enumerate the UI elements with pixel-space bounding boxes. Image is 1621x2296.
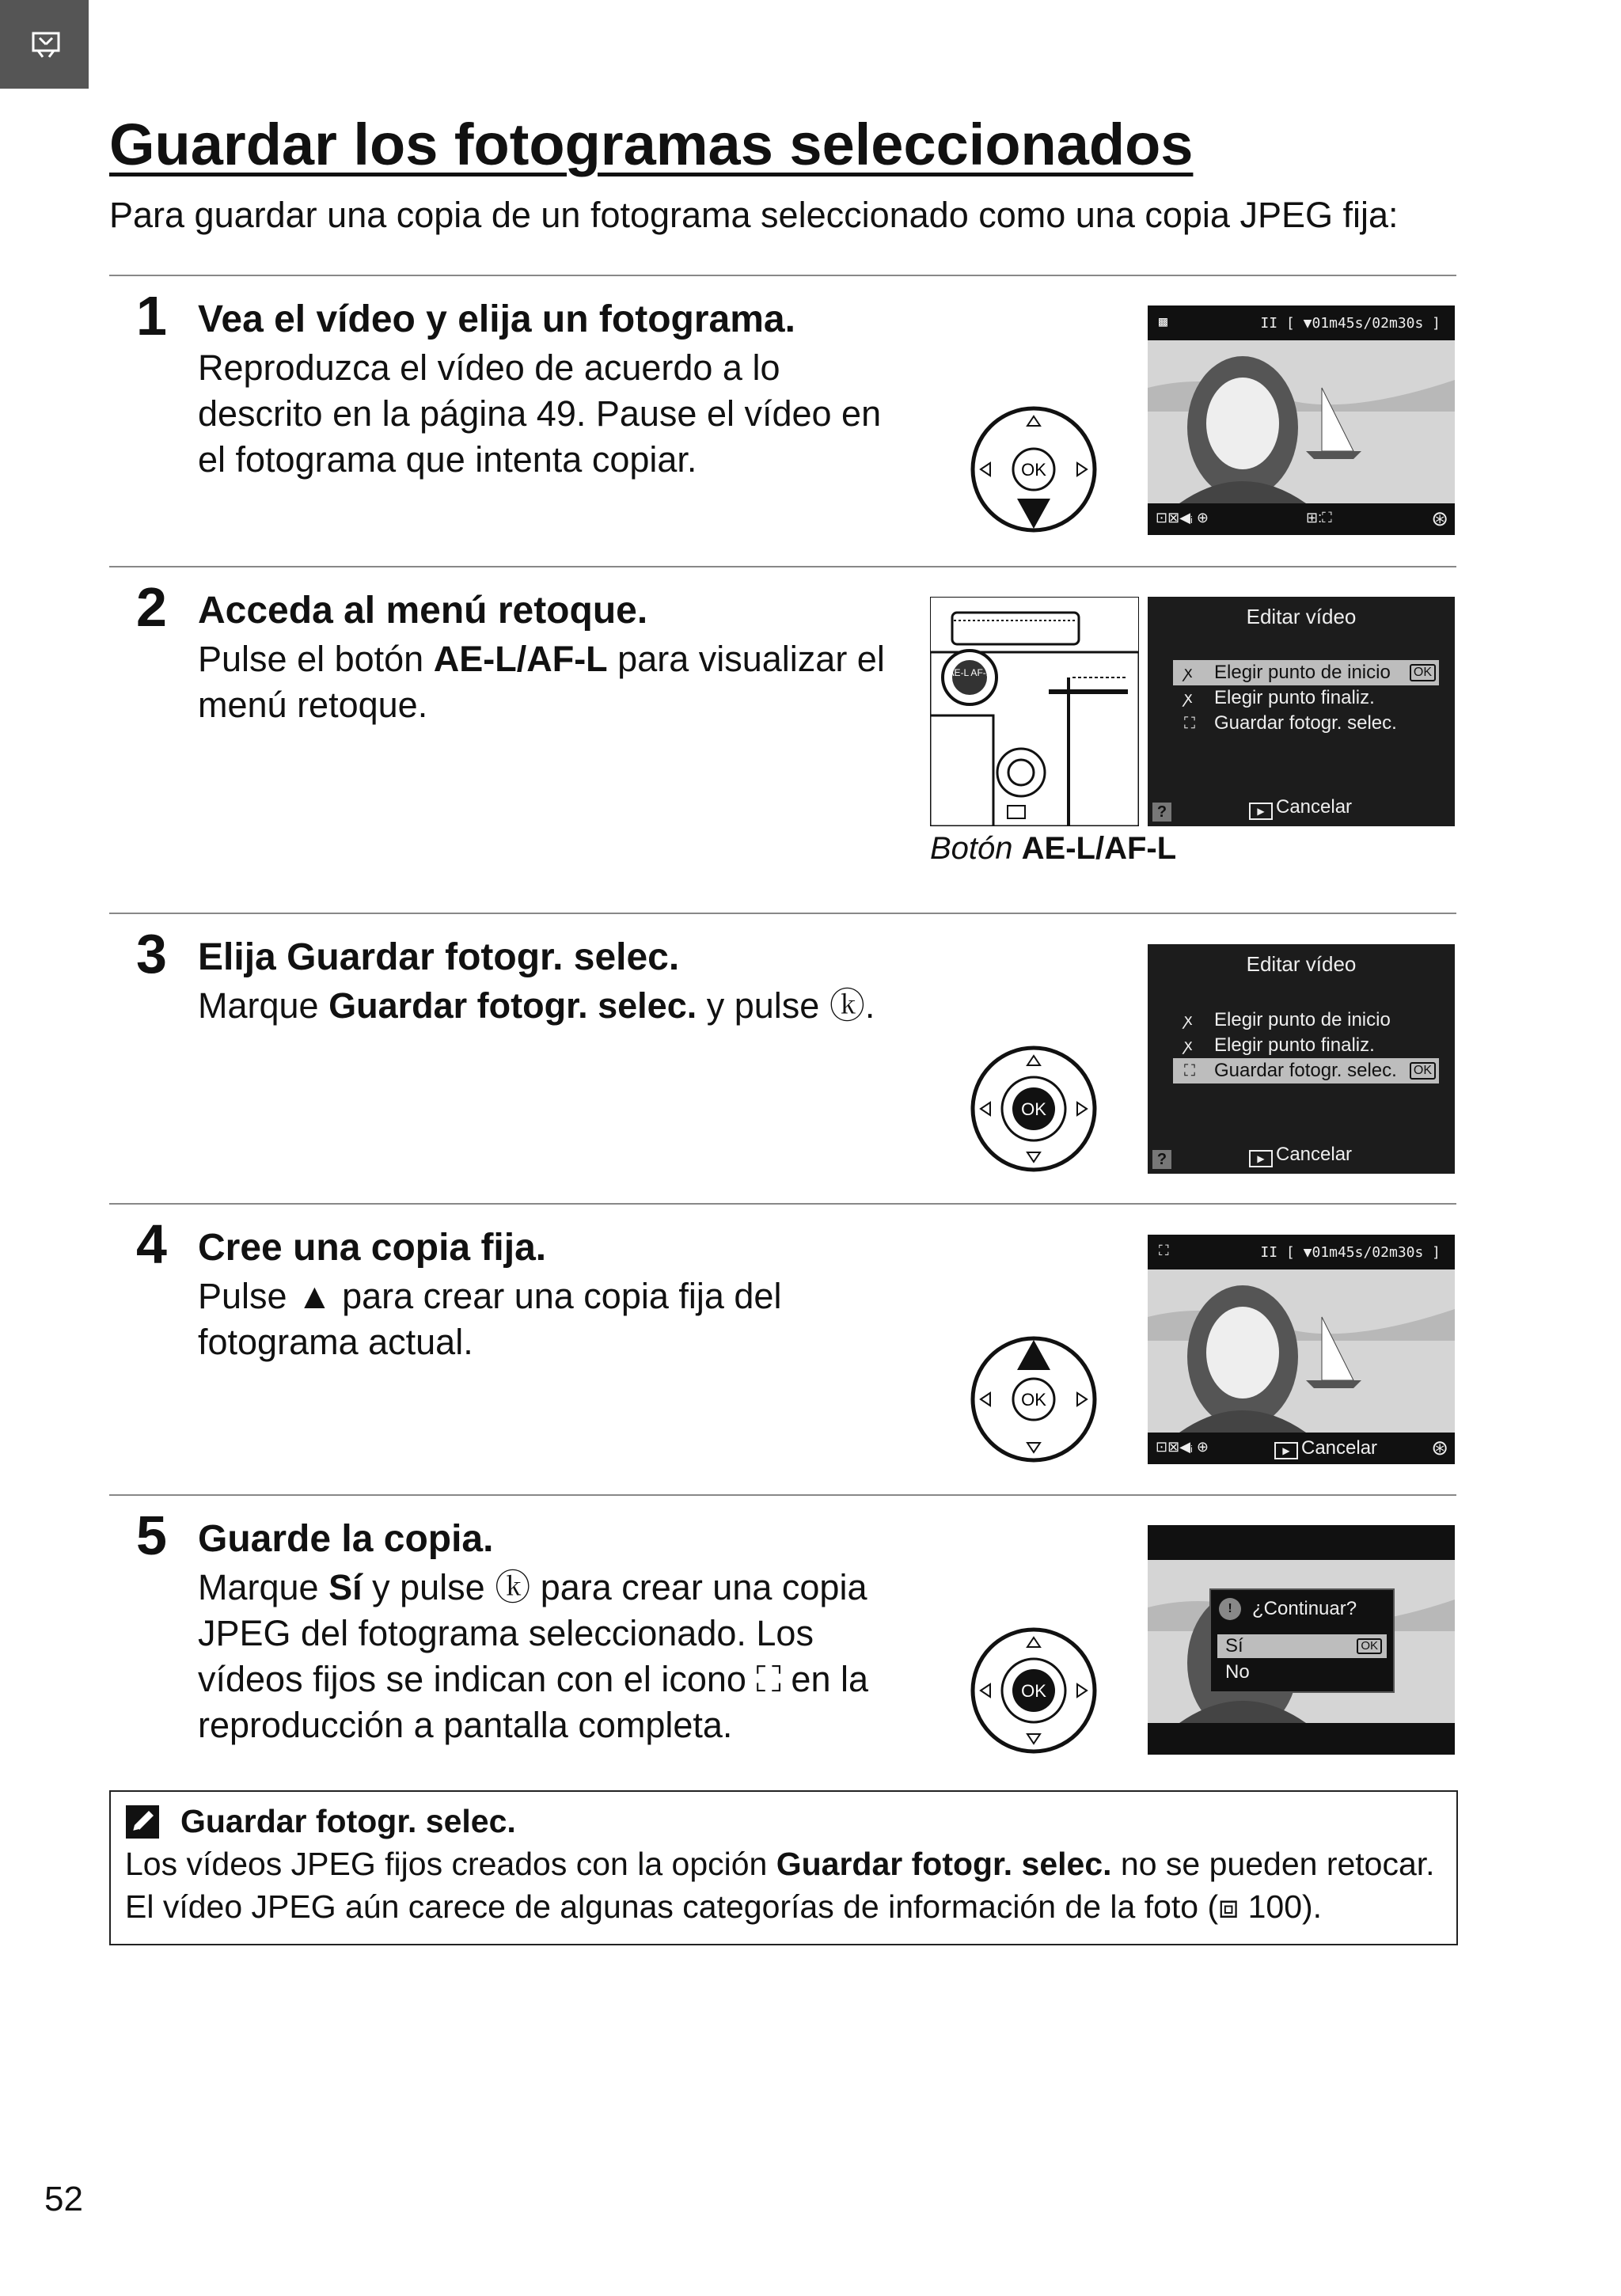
intro-text: Para guardar una copia de un fotograma seleccionado como una copia JPEG fija: — [109, 195, 1399, 235]
button-name: AE-L/AF-L — [433, 639, 608, 679]
ok-label: OK — [1021, 1681, 1046, 1701]
multi-selector-dial — [970, 405, 1098, 533]
confirm-dialog — [1209, 1588, 1395, 1693]
step-title: Vea el vídeo y elija un fotograma. — [198, 298, 795, 340]
cancel-label: ▶ Cancelar — [1249, 796, 1352, 820]
camera-dialog-screen — [1148, 1525, 1455, 1755]
video-frame — [1148, 340, 1455, 503]
page-title: Guardar los fotogramas seleccionados — [109, 112, 1194, 177]
warning-icon: ! — [1219, 1598, 1241, 1620]
step-divider — [109, 1494, 1456, 1496]
button-caption: Botón AE-L/AF-L — [930, 831, 1177, 866]
screen-topbar: ⛶ II [ ▼01m45s/02m30s ] — [1148, 1235, 1455, 1269]
step-body: Marque Guardar fotogr. selec. y pulse ⓚ. — [198, 985, 875, 1026]
step-body: Pulse ▲ para crear una copia fija del fotograma actual. — [198, 1276, 782, 1362]
note-box — [109, 1790, 1458, 1945]
menu-item-elegir-inicio[interactable]: ꭗ Elegir punto de inicio — [1184, 1009, 1391, 1030]
dialog-option-no[interactable]: No — [1225, 1661, 1250, 1683]
menu-item-guardar-fotogr[interactable]: ⛶ Guardar fotogr. selec. — [1184, 712, 1397, 734]
dialog-option-si[interactable]: Sí OK — [1217, 1634, 1387, 1658]
ok-label: OK — [1021, 1390, 1046, 1410]
multi-selector-dial — [970, 1045, 1098, 1173]
screen-bottombar: ⊡⊠◀ᵢ ⊕ ▶ Cancelar ⊛ — [1148, 1433, 1455, 1464]
note-body: Los vídeos JPEG fijos creados con la opción Guardar fotogr. selec. no se pueden retocar. El vídeo JPEG aún carece de algunas categorías de información de la foto (⧈ 100). — [125, 1846, 1435, 1925]
multi-selector-dial — [970, 1626, 1098, 1755]
step-divider — [109, 275, 1456, 276]
step-title: Elija Guardar fotogr. selec. — [198, 936, 680, 978]
camera-screen — [1148, 1235, 1455, 1464]
step-body: Pulse el botón AE-L/AF-L para visualizar el menú retoque. — [198, 639, 885, 725]
step-body: Reproduzca el vídeo de acuerdo a lo descrito en la página 49. Pause el vídeo en el fotograma que intenta copiar. — [198, 347, 882, 480]
help-icon: ? — [1152, 803, 1171, 822]
menu-title: Editar vídeo — [1246, 605, 1357, 628]
movie-icon — [32, 30, 60, 59]
menu-item-guardar-fotogr[interactable]: ⛶ Guardar fotogr. selec. OK — [1173, 1058, 1439, 1083]
page-number: 52 — [44, 2180, 83, 2218]
help-icon: ? — [1152, 1150, 1171, 1169]
dialog-question: ¿Continuar? — [1252, 1598, 1357, 1619]
step-title: Acceda al menú retoque. — [198, 590, 648, 632]
step-title: Guarde la copia. — [198, 1518, 494, 1560]
menu-item-elegir-final[interactable]: ꭗ Elegir punto finaliz. — [1184, 687, 1375, 708]
screen-bottombar: ⊡⊠◀ᵢ ⊕ ⊞:⛶ ⊛ — [1148, 503, 1455, 535]
menu-item-elegir-inicio[interactable]: ꭗ Elegir punto de inicio OK — [1173, 660, 1439, 685]
screen-topbar: ▩ II [ ▼01m45s/02m30s ] — [1148, 306, 1455, 340]
camera-screen — [1148, 306, 1455, 535]
ae-l-af-l-button-label: AE-L AF-L — [947, 667, 992, 678]
ok-label: OK — [1021, 460, 1046, 480]
step-number: 4 — [136, 1213, 167, 1275]
step-divider — [109, 1203, 1456, 1205]
multi-selector-dial — [970, 1335, 1098, 1463]
side-tab — [0, 0, 89, 89]
cancel-label: ▶ Cancelar — [1249, 1144, 1352, 1167]
pencil-note-icon — [125, 1805, 160, 1839]
step-number: 5 — [136, 1505, 167, 1566]
video-frame — [1148, 1269, 1455, 1433]
menu-item-elegir-final[interactable]: ꭗ Elegir punto finaliz. — [1184, 1034, 1375, 1056]
step-divider — [109, 566, 1456, 567]
menu-title: Editar vídeo — [1246, 952, 1357, 976]
step-number: 3 — [136, 923, 167, 985]
step-number: 2 — [136, 576, 167, 638]
step-body: Marque Sí y pulse ⓚ para crear una copia JPEG del fotograma seleccionado. Los vídeos fijos se indican con el icono ⛶ en la reproducción a pantalla completa. — [198, 1567, 868, 1745]
step-number: 1 — [136, 285, 167, 347]
step-title: Cree una copia fija. — [198, 1227, 547, 1269]
note-title: Guardar fotogr. selec. — [180, 1803, 516, 1839]
ok-label: OK — [1021, 1099, 1046, 1119]
camera-menu-screen — [1148, 944, 1455, 1174]
step-divider — [109, 913, 1456, 914]
camera-menu-screen — [1148, 597, 1455, 826]
camera-body-illustration — [930, 597, 1139, 826]
